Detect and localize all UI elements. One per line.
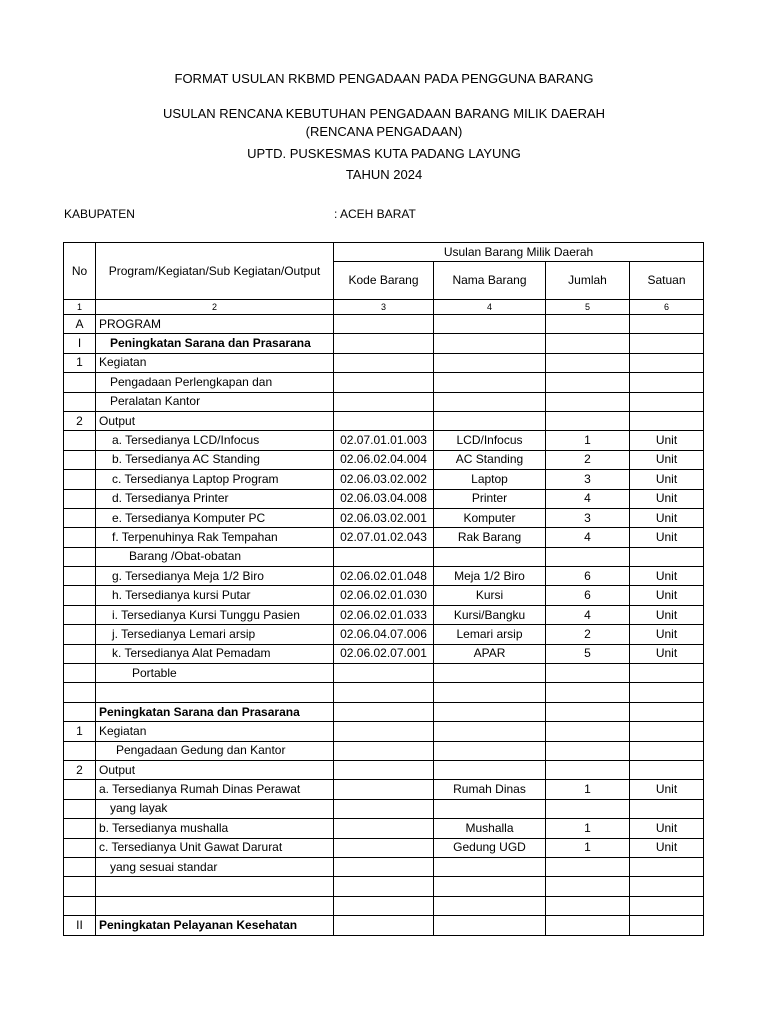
document-year: TAHUN 2024 bbox=[345, 167, 423, 182]
cell-nama-barang bbox=[434, 411, 546, 430]
cell-satuan bbox=[630, 411, 704, 430]
cell-kode-barang: 02.06.02.07.001 bbox=[334, 644, 434, 663]
table-row bbox=[64, 722, 704, 741]
table-row bbox=[64, 567, 704, 586]
cell-no bbox=[64, 489, 96, 508]
col-header-kode: Kode Barang bbox=[334, 262, 434, 300]
cell-no bbox=[64, 644, 96, 663]
cell-no bbox=[64, 664, 96, 683]
cell-nama-barang bbox=[434, 664, 546, 683]
cell-jumlah: 1 bbox=[546, 819, 630, 838]
cell-kode-barang bbox=[334, 702, 434, 721]
document-title: FORMAT USULAN RKBMD PENGADAAN PADA PENGGUNA BARANG bbox=[174, 71, 594, 86]
cell-satuan: Unit bbox=[630, 644, 704, 663]
cell-program: d. Tersedianya Printer bbox=[96, 489, 334, 508]
cell-no bbox=[64, 741, 96, 760]
cell-program: yang layak bbox=[96, 799, 334, 818]
cell-satuan bbox=[630, 315, 704, 334]
cell-program: Peningkatan Sarana dan Prasarana bbox=[96, 334, 334, 353]
col-header-jumlah: Jumlah bbox=[546, 262, 630, 300]
cell-jumlah bbox=[546, 373, 630, 392]
cell-kode-barang bbox=[334, 760, 434, 779]
cell-program: Portable bbox=[96, 664, 334, 683]
cell-kode-barang bbox=[334, 838, 434, 857]
cell-nama-barang: Printer bbox=[434, 489, 546, 508]
cell-jumlah: 6 bbox=[546, 567, 630, 586]
cell-no bbox=[64, 819, 96, 838]
cell-program: b. Tersedianya AC Standing bbox=[96, 450, 334, 469]
cell-program: Kegiatan bbox=[96, 722, 334, 741]
cell-satuan: Unit bbox=[630, 450, 704, 469]
cell-jumlah bbox=[546, 799, 630, 818]
cell-no bbox=[64, 450, 96, 469]
cell-no bbox=[64, 567, 96, 586]
cell-jumlah bbox=[546, 916, 630, 935]
cell-kode-barang bbox=[334, 896, 434, 915]
cell-jumlah: 4 bbox=[546, 489, 630, 508]
cell-nama-barang bbox=[434, 315, 546, 334]
cell-kode-barang: 02.06.02.04.004 bbox=[334, 450, 434, 469]
cell-nama-barang: LCD/Infocus bbox=[434, 431, 546, 450]
cell-kode-barang: 02.06.04.07.006 bbox=[334, 625, 434, 644]
cell-nama-barang bbox=[434, 877, 546, 896]
cell-no bbox=[64, 799, 96, 818]
cell-kode-barang bbox=[334, 353, 434, 372]
cell-no bbox=[64, 625, 96, 644]
cell-program: h. Tersedianya kursi Putar bbox=[96, 586, 334, 605]
kabupaten-value: : ACEH BARAT bbox=[334, 207, 416, 221]
cell-kode-barang bbox=[334, 877, 434, 896]
cell-nama-barang: AC Standing bbox=[434, 450, 546, 469]
cell-jumlah: 2 bbox=[546, 450, 630, 469]
cell-nama-barang bbox=[434, 916, 546, 935]
cell-jumlah: 1 bbox=[546, 431, 630, 450]
cell-satuan: Unit bbox=[630, 489, 704, 508]
table-row bbox=[64, 353, 704, 372]
cell-satuan bbox=[630, 799, 704, 818]
cell-program: Peningkatan Sarana dan Prasarana bbox=[96, 702, 334, 721]
cell-nama-barang: Komputer bbox=[434, 508, 546, 527]
cell-nama-barang bbox=[434, 896, 546, 915]
rkbmd-table bbox=[63, 242, 704, 936]
cell-kode-barang bbox=[334, 334, 434, 353]
cell-nama-barang: Mushalla bbox=[434, 819, 546, 838]
cell-program bbox=[96, 877, 334, 896]
cell-satuan: Unit bbox=[630, 431, 704, 450]
table-row bbox=[64, 819, 704, 838]
cell-program: Output bbox=[96, 411, 334, 430]
cell-no: 1 bbox=[64, 353, 96, 372]
cell-jumlah: 3 bbox=[546, 470, 630, 489]
table-row bbox=[64, 547, 704, 566]
cell-no bbox=[64, 702, 96, 721]
cell-jumlah: 5 bbox=[546, 644, 630, 663]
cell-no bbox=[64, 877, 96, 896]
table-row bbox=[64, 489, 704, 508]
cell-satuan bbox=[630, 760, 704, 779]
col-header-group: Usulan Barang Milik Daerah bbox=[334, 243, 704, 262]
cell-kode-barang: 02.06.02.01.048 bbox=[334, 567, 434, 586]
table-row bbox=[64, 664, 704, 683]
table-row bbox=[64, 373, 704, 392]
cell-no bbox=[64, 683, 96, 702]
cell-program: a. Tersedianya LCD/Infocus bbox=[96, 431, 334, 450]
cell-jumlah bbox=[546, 683, 630, 702]
cell-jumlah bbox=[546, 353, 630, 372]
cell-jumlah bbox=[546, 877, 630, 896]
column-number: 1 bbox=[64, 300, 96, 315]
cell-jumlah: 1 bbox=[546, 838, 630, 857]
cell-satuan bbox=[630, 373, 704, 392]
cell-kode-barang bbox=[334, 392, 434, 411]
cell-program: Peningkatan Pelayanan Kesehatan bbox=[96, 916, 334, 935]
cell-kode-barang: 02.06.02.01.030 bbox=[334, 586, 434, 605]
cell-program: c. Tersedianya Laptop Program bbox=[96, 470, 334, 489]
cell-nama-barang bbox=[434, 334, 546, 353]
cell-nama-barang: Kursi/Bangku bbox=[434, 605, 546, 624]
table-row bbox=[64, 586, 704, 605]
cell-jumlah: 2 bbox=[546, 625, 630, 644]
cell-satuan bbox=[630, 857, 704, 876]
cell-program: Pengadaan Perlengkapan dan bbox=[96, 373, 334, 392]
cell-nama-barang bbox=[434, 722, 546, 741]
table-row bbox=[64, 838, 704, 857]
cell-program: e. Tersedianya Komputer PC bbox=[96, 508, 334, 527]
cell-no bbox=[64, 508, 96, 527]
table-row bbox=[64, 605, 704, 624]
column-number: 4 bbox=[434, 300, 546, 315]
cell-jumlah bbox=[546, 411, 630, 430]
cell-no bbox=[64, 470, 96, 489]
cell-no bbox=[64, 528, 96, 547]
cell-program: g. Tersedianya Meja 1/2 Biro bbox=[96, 567, 334, 586]
col-header-no: No bbox=[64, 243, 96, 300]
cell-no: 1 bbox=[64, 722, 96, 741]
cell-no bbox=[64, 896, 96, 915]
col-header-satuan: Satuan bbox=[630, 262, 704, 300]
table-row bbox=[64, 470, 704, 489]
cell-kode-barang bbox=[334, 741, 434, 760]
cell-kode-barang: 02.06.02.01.033 bbox=[334, 605, 434, 624]
cell-jumlah bbox=[546, 664, 630, 683]
cell-jumlah bbox=[546, 702, 630, 721]
table-row bbox=[64, 334, 704, 353]
cell-nama-barang bbox=[434, 373, 546, 392]
cell-nama-barang: Kursi bbox=[434, 586, 546, 605]
cell-kode-barang: 02.06.03.04.008 bbox=[334, 489, 434, 508]
cell-satuan bbox=[630, 392, 704, 411]
cell-kode-barang bbox=[334, 547, 434, 566]
cell-jumlah bbox=[546, 334, 630, 353]
table-row bbox=[64, 315, 704, 334]
cell-kode-barang bbox=[334, 819, 434, 838]
cell-no: 2 bbox=[64, 760, 96, 779]
cell-satuan bbox=[630, 896, 704, 915]
cell-program: Kegiatan bbox=[96, 353, 334, 372]
table-row bbox=[64, 760, 704, 779]
cell-satuan bbox=[630, 353, 704, 372]
cell-program: yang sesuai standar bbox=[96, 857, 334, 876]
cell-program: PROGRAM bbox=[96, 315, 334, 334]
table-body bbox=[64, 315, 704, 936]
cell-nama-barang bbox=[434, 683, 546, 702]
cell-program: b. Tersedianya mushalla bbox=[96, 819, 334, 838]
cell-satuan: Unit bbox=[630, 838, 704, 857]
cell-nama-barang: Rumah Dinas bbox=[434, 780, 546, 799]
col-header-nama: Nama Barang bbox=[434, 262, 546, 300]
cell-nama-barang bbox=[434, 760, 546, 779]
cell-jumlah: 4 bbox=[546, 528, 630, 547]
cell-satuan bbox=[630, 877, 704, 896]
kabupaten-label: KABUPATEN bbox=[64, 207, 135, 221]
table-row bbox=[64, 702, 704, 721]
col-header-program: Program/Kegiatan/Sub Kegiatan/Output bbox=[96, 243, 334, 300]
table-row bbox=[64, 683, 704, 702]
cell-satuan: Unit bbox=[630, 528, 704, 547]
cell-satuan bbox=[630, 702, 704, 721]
cell-program: c. Tersedianya Unit Gawat Darurat bbox=[96, 838, 334, 857]
cell-nama-barang: Gedung UGD bbox=[434, 838, 546, 857]
table-header-row bbox=[64, 243, 704, 262]
cell-kode-barang: 02.07.01.01.003 bbox=[334, 431, 434, 450]
cell-satuan: Unit bbox=[630, 605, 704, 624]
column-number: 2 bbox=[96, 300, 334, 315]
cell-nama-barang bbox=[434, 392, 546, 411]
cell-no bbox=[64, 857, 96, 876]
cell-kode-barang bbox=[334, 315, 434, 334]
cell-no bbox=[64, 373, 96, 392]
cell-program: j. Tersedianya Lemari arsip bbox=[96, 625, 334, 644]
cell-program bbox=[96, 683, 334, 702]
cell-program: Barang /Obat-obatan bbox=[96, 547, 334, 566]
cell-jumlah bbox=[546, 760, 630, 779]
table-row bbox=[64, 799, 704, 818]
cell-program bbox=[96, 896, 334, 915]
document-subtitle-2: (RENCANA PENGADAAN) bbox=[305, 124, 463, 139]
cell-program: i. Tersedianya Kursi Tunggu Pasien bbox=[96, 605, 334, 624]
cell-nama-barang bbox=[434, 857, 546, 876]
cell-no: II bbox=[64, 916, 96, 935]
table-row bbox=[64, 528, 704, 547]
table-row bbox=[64, 508, 704, 527]
institution-name: UPTD. PUSKESMAS KUTA PADANG LAYUNG bbox=[247, 146, 521, 161]
cell-kode-barang: 02.07.01.02.043 bbox=[334, 528, 434, 547]
table-row bbox=[64, 625, 704, 644]
table-row bbox=[64, 916, 704, 935]
cell-kode-barang bbox=[334, 664, 434, 683]
cell-no bbox=[64, 838, 96, 857]
table-row bbox=[64, 644, 704, 663]
table-row bbox=[64, 450, 704, 469]
cell-kode-barang bbox=[334, 916, 434, 935]
cell-no: I bbox=[64, 334, 96, 353]
cell-no: 2 bbox=[64, 411, 96, 430]
cell-no bbox=[64, 586, 96, 605]
cell-kode-barang bbox=[334, 373, 434, 392]
cell-satuan bbox=[630, 547, 704, 566]
cell-program: k. Tersedianya Alat Pemadam bbox=[96, 644, 334, 663]
cell-kode-barang bbox=[334, 722, 434, 741]
cell-nama-barang bbox=[434, 353, 546, 372]
table-row bbox=[64, 780, 704, 799]
table-row bbox=[64, 431, 704, 450]
table-row bbox=[64, 411, 704, 430]
cell-kode-barang: 02.06.03.02.001 bbox=[334, 508, 434, 527]
cell-jumlah bbox=[546, 315, 630, 334]
column-number: 5 bbox=[546, 300, 630, 315]
cell-no: A bbox=[64, 315, 96, 334]
cell-jumlah: 4 bbox=[546, 605, 630, 624]
cell-program: Output bbox=[96, 760, 334, 779]
cell-satuan bbox=[630, 334, 704, 353]
cell-satuan bbox=[630, 664, 704, 683]
cell-jumlah: 6 bbox=[546, 586, 630, 605]
cell-kode-barang bbox=[334, 411, 434, 430]
cell-nama-barang bbox=[434, 741, 546, 760]
cell-satuan bbox=[630, 916, 704, 935]
cell-satuan: Unit bbox=[630, 819, 704, 838]
cell-jumlah: 3 bbox=[546, 508, 630, 527]
table-row bbox=[64, 857, 704, 876]
cell-nama-barang bbox=[434, 547, 546, 566]
cell-jumlah bbox=[546, 896, 630, 915]
cell-kode-barang bbox=[334, 780, 434, 799]
cell-program: Pengadaan Gedung dan Kantor bbox=[96, 741, 334, 760]
cell-nama-barang: Laptop bbox=[434, 470, 546, 489]
cell-program: f. Terpenuhinya Rak Tempahan bbox=[96, 528, 334, 547]
column-number: 3 bbox=[334, 300, 434, 315]
cell-nama-barang: Lemari arsip bbox=[434, 625, 546, 644]
table-row bbox=[64, 896, 704, 915]
cell-jumlah: 1 bbox=[546, 780, 630, 799]
cell-satuan: Unit bbox=[630, 586, 704, 605]
cell-jumlah bbox=[546, 547, 630, 566]
cell-kode-barang bbox=[334, 857, 434, 876]
cell-nama-barang bbox=[434, 799, 546, 818]
cell-no bbox=[64, 605, 96, 624]
cell-satuan bbox=[630, 722, 704, 741]
cell-satuan: Unit bbox=[630, 508, 704, 527]
cell-jumlah bbox=[546, 857, 630, 876]
cell-nama-barang: Meja 1/2 Biro bbox=[434, 567, 546, 586]
table-row bbox=[64, 877, 704, 896]
table-row bbox=[64, 392, 704, 411]
cell-no bbox=[64, 547, 96, 566]
cell-no bbox=[64, 431, 96, 450]
cell-satuan bbox=[630, 741, 704, 760]
cell-jumlah bbox=[546, 741, 630, 760]
cell-satuan: Unit bbox=[630, 567, 704, 586]
cell-nama-barang: Rak Barang bbox=[434, 528, 546, 547]
cell-kode-barang bbox=[334, 683, 434, 702]
cell-satuan: Unit bbox=[630, 470, 704, 489]
document-subtitle: USULAN RENCANA KEBUTUHAN PENGADAAN BARANG MILIK DAERAH bbox=[162, 106, 606, 121]
cell-kode-barang: 02.06.03.02.002 bbox=[334, 470, 434, 489]
cell-no bbox=[64, 392, 96, 411]
cell-satuan bbox=[630, 683, 704, 702]
column-number: 6 bbox=[630, 300, 704, 315]
cell-nama-barang: APAR bbox=[434, 644, 546, 663]
cell-satuan: Unit bbox=[630, 780, 704, 799]
cell-jumlah bbox=[546, 392, 630, 411]
cell-nama-barang bbox=[434, 702, 546, 721]
cell-program: Peralatan Kantor bbox=[96, 392, 334, 411]
table-row bbox=[64, 741, 704, 760]
column-number-row bbox=[64, 300, 704, 315]
cell-satuan: Unit bbox=[630, 625, 704, 644]
cell-kode-barang bbox=[334, 799, 434, 818]
cell-jumlah bbox=[546, 722, 630, 741]
cell-no bbox=[64, 780, 96, 799]
cell-program: a. Tersedianya Rumah Dinas Perawat bbox=[96, 780, 334, 799]
